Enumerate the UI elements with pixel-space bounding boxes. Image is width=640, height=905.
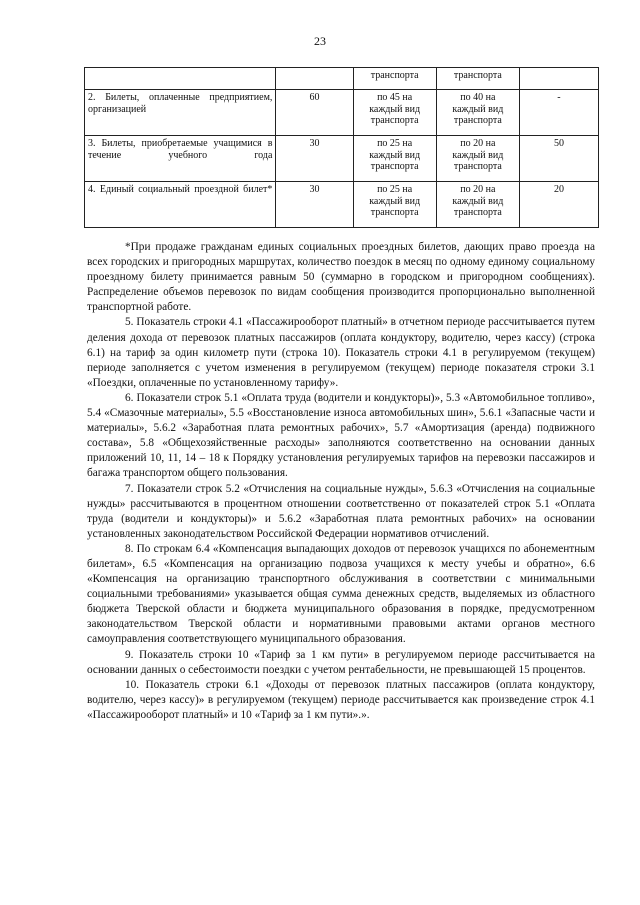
document-body [87, 240, 595, 723]
table-cell-trips-a: по 45 на каждый вид транспорта [353, 90, 436, 136]
table-cell-extra [519, 68, 598, 90]
table-row [85, 182, 599, 228]
table-cell-name [85, 68, 276, 90]
table-cell-trips-a: по 25 на каждый вид транспорта [353, 182, 436, 228]
table-row [85, 68, 599, 90]
paragraph-9: 9. Показатель строки 10 «Тариф за 1 км пути» в регулируемом периоде рассчитывается на основании данных о себестоимости поездки с учетом рентабельности, не превышающей 15 процентов. [87, 648, 595, 676]
table-row [85, 90, 599, 136]
page-number: 23 [314, 34, 326, 48]
table-cell-value: 30 [276, 136, 353, 182]
table-cell-trips-b: транспорта [436, 68, 519, 90]
table-cell-extra: 20 [519, 182, 598, 228]
table-cell-extra: - [519, 90, 598, 136]
table-cell-trips-a: транспорта [353, 68, 436, 90]
table-cell-trips-b: по 40 на каждый вид транспорта [436, 90, 519, 136]
paragraph-8: 8. По строкам 6.4 «Компенсация выпадающих доходов от перевозок учащихся по абонементным билетам», 6.5 «Компенсация на организацию подвоза учащихся к месту учебы и обратно», 6.6 «Компенсация на организацию транспортного обслуживания в соответствии с минимальными социальными требованиями» указывается общая сумма денежных средств, выделяемых из областного бюджета Тверской области и бюджета муниципального образования в порядке, предусмотренном законодательством Тверской области и нормативными правовыми актами органов местного самоуправления соответствующего муниципального образования. [87, 542, 595, 646]
table-cell-value: 60 [276, 90, 353, 136]
table-cell-value: 30 [276, 182, 353, 228]
tariff-table [84, 67, 599, 228]
table-cell-name: 3. Билеты, приобретаемые учащимися в течение учебного года [85, 136, 276, 182]
table-cell-trips-b: по 20 на каждый вид транспорта [436, 136, 519, 182]
table-cell-name: 4. Единый социальный проездной билет* [85, 182, 276, 228]
paragraph-7: 7. Показатели строк 5.2 «Отчисления на социальные нужды», 5.6.3 «Отчисления на социальные нужды» рассчитываются в процентном отношении соответственно от показателей строк 5.1 «Оплата труда (водители и кондукторы)» и 5.6.2 «Заработная плата ремонтных рабочих» на основании установленных законодательством Российской Федерации нормативов отчислений. [87, 482, 595, 540]
table-cell-trips-a: по 25 на каждый вид транспорта [353, 136, 436, 182]
paragraph-6: 6. Показатели строк 5.1 «Оплата труда (водители и кондукторы)», 5.3 «Автомобильное топливо», 5.4 «Смазочные материалы», 5.5 «Восстановление износа автомобильных шин», 5.6.1 «Запасные части и материалы», 5.6.2 «Заработная плата ремонтных рабочих», 5.7 «Амортизация (аренда) подвижного состава», 5.8 «Общехозяйственные расходы» заполняются соответственно на основании данных приложений 10, 11, 14 – 18 к Порядку установления регулируемых тарифов на перевозки пассажиров и багажа транспортом общего пользования. [87, 391, 595, 480]
table-cell-value [276, 68, 353, 90]
table-cell-name: 2. Билеты, оплаченные предприятием, организацией [85, 90, 276, 136]
table-cell-extra: 50 [519, 136, 598, 182]
table-cell-trips-b: по 20 на каждый вид транспорта [436, 182, 519, 228]
paragraph-5: 5. Показатель строки 4.1 «Пассажирооборот платный» в отчетном периоде рассчитывается путем деления дохода от перевозок платных пассажиров (оплата кондуктору, водителю, через кассу) (строка 6.1) на тариф за один километр пути (строка 10). Показатель строки 4.1 в регулируемом (текущем) периоде заполняется с учетом изменения в регулируемом (текущем) периоде показателя строки 3.1 «Поездки, оплаченные по установленному тарифу». [87, 316, 595, 389]
table-row [85, 136, 599, 182]
paragraph-10: 10. Показатель строки 6.1 «Доходы от перевозок платных пассажиров (оплата кондуктору, водителю, через кассу)» в регулируемом (текущем) периоде рассчитывается как произведение строк 4.1 «Пассажирооборот платный» и 10 «Тариф за 1 км пути».». [87, 678, 595, 721]
footnote-paragraph: *При продаже гражданам единых социальных проездных билетов, дающих право проезда на всех городских и пригородных маршрутах, количество поездок в месяц по одному единому социальному проездному билету принимается равным 50 (суммарно в городском и пригородном сообщениях). Распределение объемов перевозок по видам сообщения производится пропорционально выполненной транспортной работе. [87, 241, 595, 314]
